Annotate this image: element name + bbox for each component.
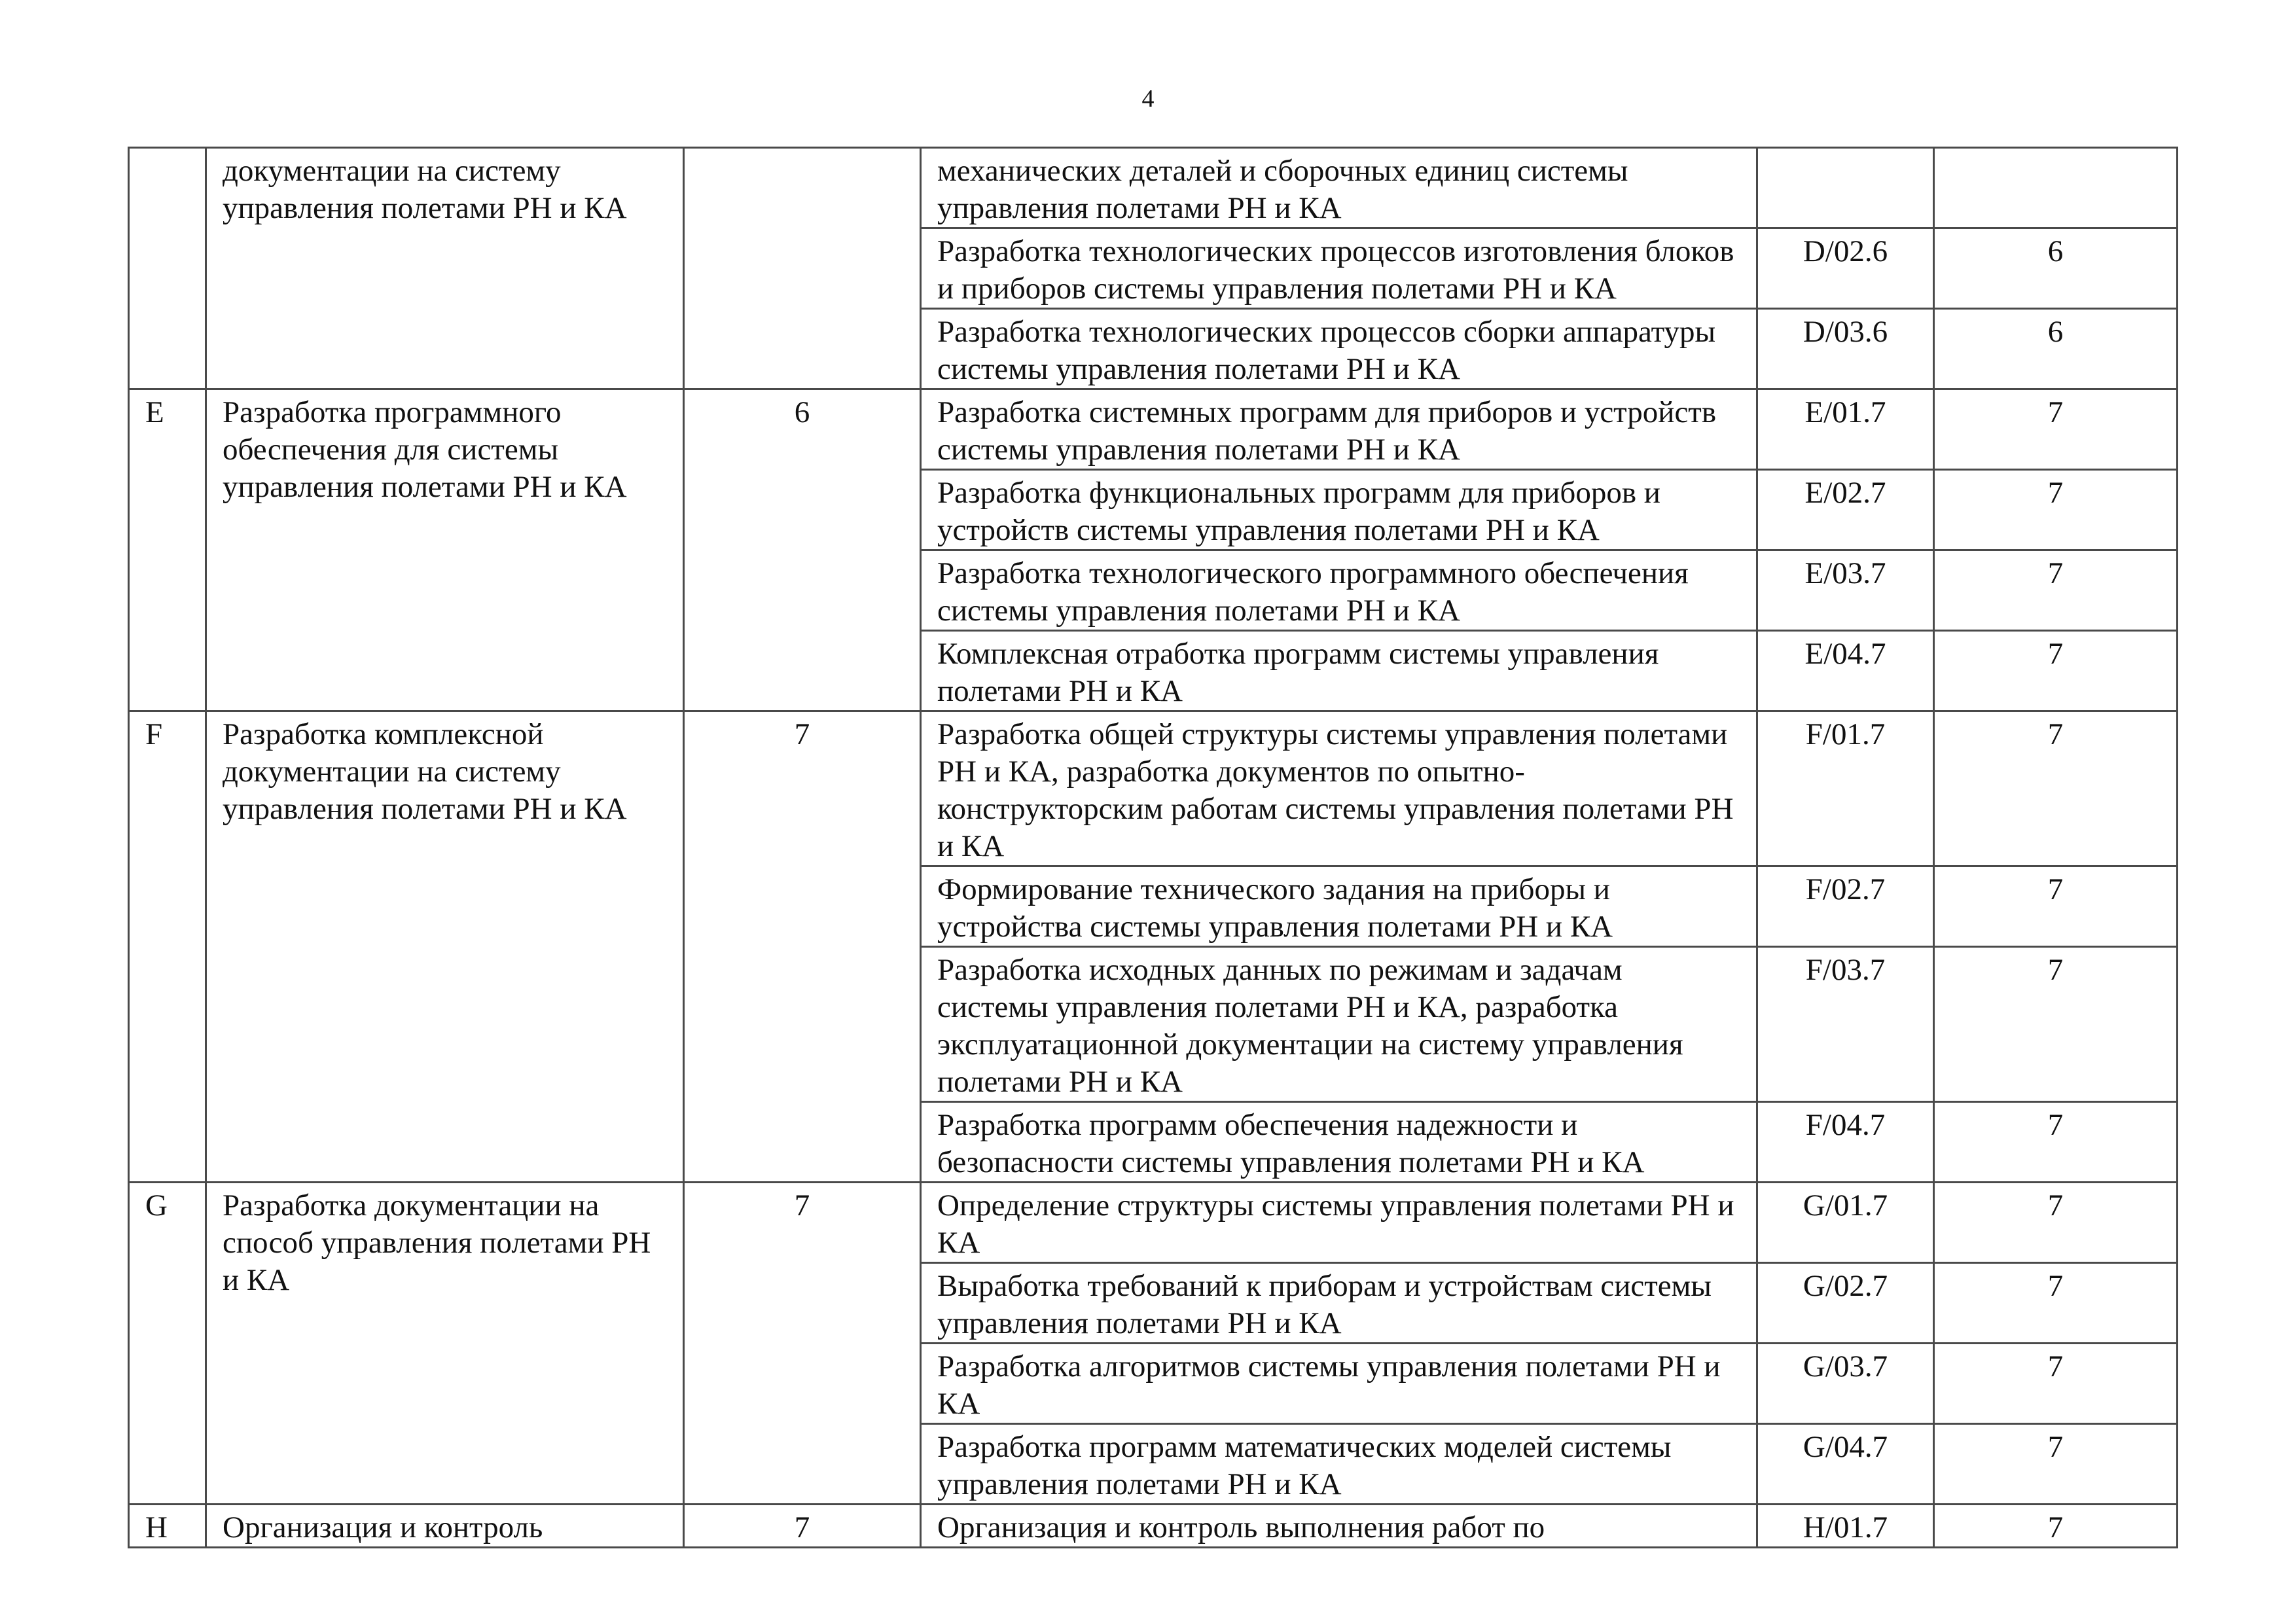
labor-function-name-cell: Разработка технологических процессов изготовления блоков и приборов системы управления полетами РН и КА — [921, 228, 1757, 309]
labor-function-name-cell: Разработка технологических процессов сборки аппаратуры системы управления полетами РН и КА — [921, 309, 1757, 389]
labor-function-name-cell: Разработка системных программ для приборов и устройств системы управления полетами РН и КА — [921, 389, 1757, 470]
labor-function-name-cell: механических деталей и сборочных единиц системы управления полетами РН и КА — [921, 148, 1757, 228]
function-name-cell: Организация и контроль — [206, 1505, 684, 1548]
sublevel-cell: 7 — [1934, 711, 2178, 866]
labor-function-name-cell: Разработка программ обеспечения надежности и безопасности системы управления полетами РН и КА — [921, 1102, 1757, 1183]
function-name-cell: Разработка документации на способ управления полетами РН и КА — [206, 1183, 684, 1505]
labor-function-code-cell: G/04.7 — [1757, 1424, 1934, 1505]
labor-function-name-cell: Организация и контроль выполнения работ по — [921, 1505, 1757, 1548]
function-code-cell: H — [129, 1505, 206, 1548]
function-code-cell: F — [129, 711, 206, 1183]
labor-function-name-cell: Разработка программ математических моделей системы управления полетами РН и КА — [921, 1424, 1757, 1505]
sublevel-cell: 7 — [1934, 470, 2178, 550]
qualification-level-cell — [684, 148, 921, 389]
sublevel-cell: 7 — [1934, 1344, 2178, 1424]
function-name-cell: Разработка комплексной документации на систему управления полетами РН и КА — [206, 711, 684, 1183]
table-row — [129, 711, 2178, 866]
table-body — [129, 148, 2178, 1548]
labor-function-code-cell: F/02.7 — [1757, 866, 1934, 947]
functions-table — [128, 147, 2178, 1548]
sublevel-cell: 7 — [1934, 1263, 2178, 1344]
qualification-level-cell: 6 — [684, 389, 921, 711]
labor-function-name-cell: Разработка исходных данных по режимам и задачам системы управления полетами РН и КА, разработка эксплуатационной документации на систему управления полетами РН и КА — [921, 947, 1757, 1102]
labor-function-code-cell: E/03.7 — [1757, 550, 1934, 631]
table-row — [129, 1183, 2178, 1263]
sublevel-cell: 7 — [1934, 1424, 2178, 1505]
function-name-cell: документации на систему управления полетами РН и КА — [206, 148, 684, 389]
table-row — [129, 148, 2178, 228]
sublevel-cell — [1934, 148, 2178, 228]
labor-function-name-cell: Разработка алгоритмов системы управления полетами РН и КА — [921, 1344, 1757, 1424]
sublevel-cell: 7 — [1934, 947, 2178, 1102]
labor-function-code-cell: G/01.7 — [1757, 1183, 1934, 1263]
labor-function-name-cell: Разработка технологического программного обеспечения системы управления полетами РН и КА — [921, 550, 1757, 631]
sublevel-cell: 7 — [1934, 631, 2178, 711]
labor-function-code-cell: E/04.7 — [1757, 631, 1934, 711]
qualification-level-cell: 7 — [684, 711, 921, 1183]
labor-function-code-cell: F/01.7 — [1757, 711, 1934, 866]
labor-function-name-cell: Выработка требований к приборам и устройствам системы управления полетами РН и КА — [921, 1263, 1757, 1344]
sublevel-cell: 7 — [1934, 389, 2178, 470]
labor-function-code-cell — [1757, 148, 1934, 228]
labor-function-name-cell: Определение структуры системы управления полетами РН и КА — [921, 1183, 1757, 1263]
labor-function-code-cell: D/03.6 — [1757, 309, 1934, 389]
labor-function-code-cell: F/04.7 — [1757, 1102, 1934, 1183]
labor-function-code-cell: E/01.7 — [1757, 389, 1934, 470]
sublevel-cell: 6 — [1934, 309, 2178, 389]
function-code-cell: E — [129, 389, 206, 711]
function-name-cell: Разработка программного обеспечения для системы управления полетами РН и КА — [206, 389, 684, 711]
labor-function-name-cell: Разработка общей структуры системы управления полетами РН и КА, разработка документов по опытно-конструкторским работам системы управления полетами РН и КА — [921, 711, 1757, 866]
labor-function-code-cell: D/02.6 — [1757, 228, 1934, 309]
table-row — [129, 1505, 2178, 1548]
sublevel-cell: 7 — [1934, 1102, 2178, 1183]
labor-function-code-cell: G/02.7 — [1757, 1263, 1934, 1344]
labor-function-name-cell: Формирование технического задания на приборы и устройства системы управления полетами РН и КА — [921, 866, 1757, 947]
labor-function-name-cell: Разработка функциональных программ для приборов и устройств системы управления полетами РН и КА — [921, 470, 1757, 550]
sublevel-cell: 7 — [1934, 550, 2178, 631]
labor-function-code-cell: E/02.7 — [1757, 470, 1934, 550]
page-number: 4 — [1141, 85, 1155, 113]
labor-function-code-cell: G/03.7 — [1757, 1344, 1934, 1424]
labor-function-code-cell: F/03.7 — [1757, 947, 1934, 1102]
qualification-level-cell: 7 — [684, 1505, 921, 1548]
labor-function-name-cell: Комплексная отработка программ системы управления полетами РН и КА — [921, 631, 1757, 711]
sublevel-cell: 7 — [1934, 1183, 2178, 1263]
table-row — [129, 389, 2178, 470]
sublevel-cell: 7 — [1934, 1505, 2178, 1548]
function-code-cell: G — [129, 1183, 206, 1505]
labor-function-code-cell: H/01.7 — [1757, 1505, 1934, 1548]
sublevel-cell: 6 — [1934, 228, 2178, 309]
qualification-level-cell: 7 — [684, 1183, 921, 1505]
sublevel-cell: 7 — [1934, 866, 2178, 947]
function-code-cell — [129, 148, 206, 389]
